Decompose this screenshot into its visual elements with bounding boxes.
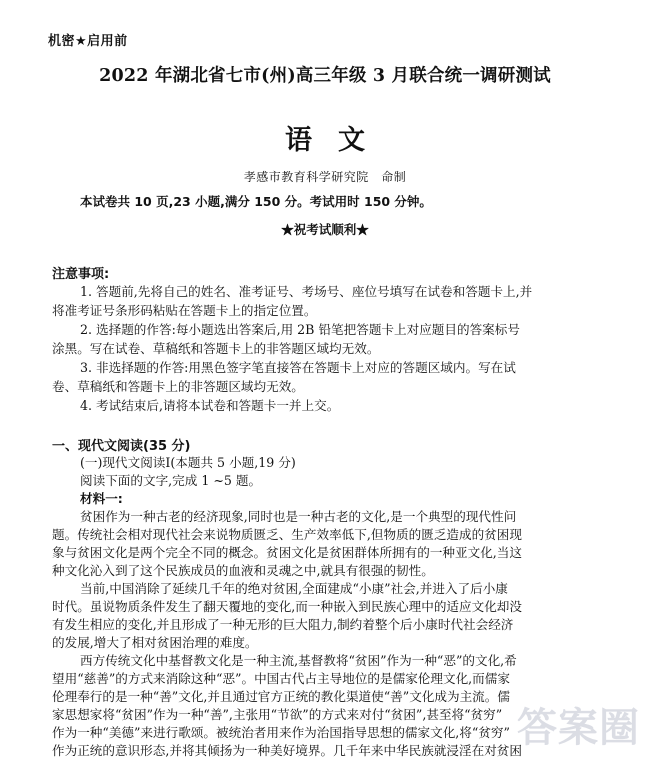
body-line: 家思想家将“贫困”作为一种“善”,主张用“节欲”的方式来对付“贫困”,甚至将“贫穷” <box>52 707 503 722</box>
watermark-logo <box>496 691 646 761</box>
body-line: 象与贫困文化是两个完全不同的概念。贫困文化是贫困群体所拥有的一种亚文化,当这 <box>52 545 522 560</box>
section-heading: 一、现代文阅读(35 分) <box>52 439 191 454</box>
body-line: 有发生相应的变化,并且形成了一种无形的巨大阻力,制约着整个后小康时代社会经济 <box>52 617 514 632</box>
note-line: 3. 非选择题的作答:用黑色签字笔直接答在答题卡上对应的答题区域内。写在试 <box>80 360 516 375</box>
body-line: 种文化沁入到了这个民族成员的血液和灵魂之中,就具有很强的韧性。 <box>52 563 434 578</box>
confidential-label: 机密★启用前 <box>48 34 128 49</box>
body-line: 伦理奉行的是一种“善”文化,并且通过官方正统的教化渠道使“善”文化成为主流。儒 <box>52 689 510 704</box>
body-line: 作为一种“美德”来进行歌颂。被统治者用来作为治国指导思想的儒家文化,将“贫穷” <box>52 725 510 740</box>
body-line: 当前,中国消除了延续几千年的绝对贫困,全面建成“小康”社会,并进入了后小康 <box>80 581 508 596</box>
notes-heading: 注意事项: <box>52 267 110 282</box>
note-line: 将准考证号条形码粘贴在答题卡上的指定位置。 <box>52 303 317 318</box>
note-line: 卷、草稿纸和答题卡上的非答题区域均无效。 <box>52 379 304 394</box>
note-line: 1. 答题前,先将自己的姓名、准考证号、考场号、座位号填写在试卷和答题卡上,并 <box>80 284 533 299</box>
body-line: 贫困作为一种古老的经济现象,同时也是一种古老的文化,是一个典型的现代性问 <box>80 509 517 524</box>
body-line: 望用“慈善”的方式来消除这种“恶”。中国古代占主导地位的是儒家伦理文化,而儒家 <box>52 671 510 686</box>
body-line: 题。传统社会相对现代社会来说物质匮乏、生产效率低下,但物质的匮乏造成的贫困现 <box>52 527 522 542</box>
body-line: 作为正统的意识形态,并将其倾扬为一种美好境界。几千年来中华民族就浸淫在对贫困 <box>52 743 522 758</box>
note-line: 4. 考试结束后,请将本试卷和答题卡一并上交。 <box>80 398 340 413</box>
body-line: 的发展,增大了相对贫困治理的难度。 <box>52 635 258 650</box>
material-label: 材料一: <box>80 491 123 506</box>
note-line: 2. 选择题的作答:每小题选出答案后,用 2B 铅笔把答题卡上对应题目的答案标号 <box>80 322 520 337</box>
exam-info: 本试卷共 10 页,23 小题,满分 150 分。考试用时 150 分钟。 <box>80 194 432 209</box>
author-line: 孝感市教育科学研究院 命制 <box>243 170 407 184</box>
good-luck-line: ★祝考试顺利★ <box>281 222 369 237</box>
exam-title: 2022 年湖北省七市(州)高三年级 3 月联合统一调研测试 <box>99 66 551 86</box>
subject-title: 语文 <box>285 125 391 156</box>
body-line: 西方传统文化中基督教文化是一种主流,基督教将“贫困”作为一种“恶”的文化,希 <box>80 653 517 668</box>
body-line: 时代。虽说物质条件发生了翻天覆地的变化,而一种嵌入到民族心理中的适应文化却没 <box>52 599 522 614</box>
sub-heading: (一)现代文阅读Ⅰ(本题共 5 小题,19 分) <box>80 455 296 470</box>
instruction: 阅读下面的文字,完成 1 ~5 题。 <box>80 473 262 488</box>
watermark-text: 答案圈 <box>517 705 640 751</box>
note-line: 涂黑。写在试卷、草稿纸和答题卡上的非答题区域均无效。 <box>52 341 380 356</box>
